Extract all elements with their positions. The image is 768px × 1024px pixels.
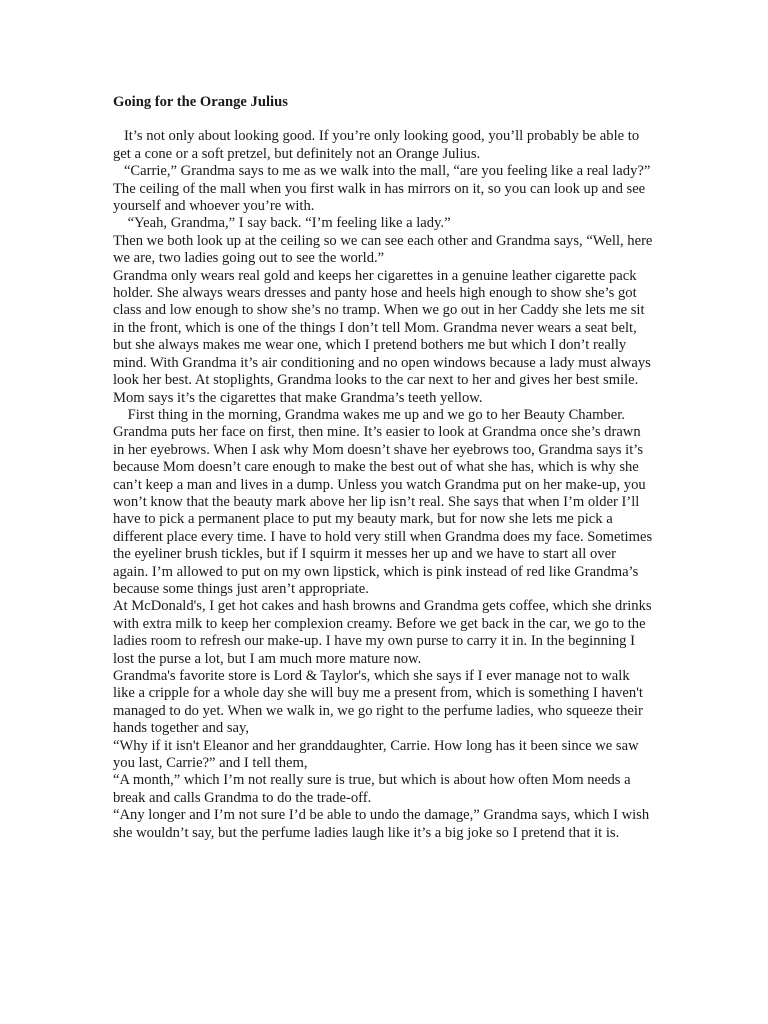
paragraph-2: “Carrie,” Grandma says to me as we walk into the mall, “are you feeling like a real lady?” The ceiling of the mall when you first walk in has mirrors on it, so you can look up and see yourself and whoever you’re with. xyxy=(113,163,651,215)
paragraph-1: It’s not only about looking good. If you’re only looking good, you’ll probably be able to get a cone or a soft pretzel, but definitely not an Orange Julius. xyxy=(113,128,640,162)
document-body xyxy=(113,94,653,842)
paragraph-11: “Any longer and I’m not sure I’d be able to undo the damage,” Grandma says, which I wish she wouldn’t say, but the perfume ladies laugh like it’s a big joke so I pretend that it is. xyxy=(113,807,650,841)
paragraph-7: At McDonald's, I get hot cakes and hash browns and Grandma gets coffee, which she drinks with extra milk to keep her complexion creamy. Before we get back in the car, we go to the ladies room to refresh our make-up. I have my own purse to carry it in. In the beginning I lost the purse a lot, but I am much more mature now. xyxy=(113,598,652,667)
paragraph-8: Grandma's favorite store is Lord & Taylor's, which she says if I ever manage not to walk like a cripple for a whole day she will buy me a present from, which is something I haven't managed to do yet. When we walk in, we go right to the perfume ladies, who squeeze their hands together and say, xyxy=(113,668,643,737)
paragraph-10: “A month,” which I’m not really sure is true, but which is about how often Mom needs a break and calls Grandma to do the trade-off. xyxy=(113,772,631,806)
paragraph-4: Then we both look up at the ceiling so we can see each other and Grandma says, “Well, here we are, two ladies going out to see the world.” xyxy=(113,232,653,267)
document-title: Going for the Orange Julius xyxy=(113,94,288,110)
paragraph-9: “Why if it isn't Eleanor and her granddaughter, Carrie. How long has it been since we saw you last, Carrie?” and I tell them, xyxy=(113,737,639,772)
paragraph-3: “Yeah, Grandma,” I say back. “I’m feeling like a lady.” xyxy=(113,215,451,232)
paragraph-6: First thing in the morning, Grandma wakes me up and we go to her Beauty Chamber. Grandma puts her face on first, then mine. It’s easier to look at Grandma once she’s drawn in her eyebrows. When I ask why Mom doesn’t shave her eyebrows too, Grandma says it’s because Mom doesn’t care enough to make the best out of what she has, which is why she can’t keep a man and lives in a dump. Unless you watch Grandma put on her make-up, you won’t know that the beauty mark above her lip isn’t real. She says that when I’m older I’ll have to pick a permanent place to put my beauty mark, but for now she lets me pick a different place every time. I have to hold very still when Grandma does my face. Sometimes the eyeliner brush tickles, but if I squirm it messes her up and we have to start all over again. I’m allowed to put on my own lipstick, which is pink instead of red like Grandma’s because some things just aren’t appropriate. xyxy=(113,406,653,597)
paragraph-5: Grandma only wears real gold and keeps her cigarettes in a genuine leather cigarette pack holder. She always wears dresses and panty hose and heels high enough to show she’s got class and low enough to show she’s no tramp. When we go out in her Caddy she lets me sit in the front, which is one of the things I don’t tell Mom. Grandma never wears a seat belt, but she always makes me wear one, which I pretend bothers me but which I don’t really mind. With Grandma it’s air conditioning and no open windows because a lady must always look her best. At stoplights, Grandma looks to the car next to her and gives her best smile. Mom says it’s the cigarettes that make Grandma’s teeth yellow. xyxy=(113,267,651,406)
